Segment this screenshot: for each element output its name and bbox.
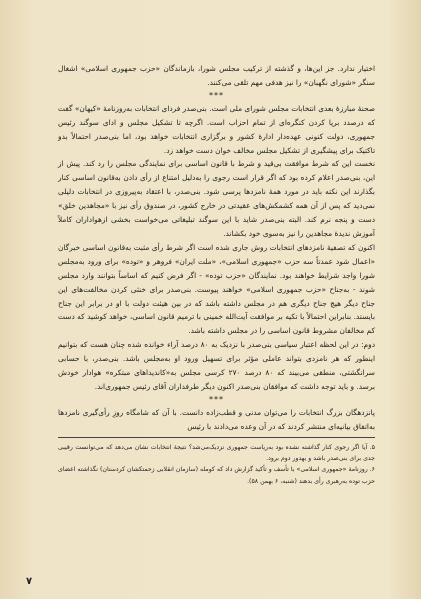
paragraph: اکنون که تصفیهٔ نامزدهای انتخابات روش جاری شده است اگر شرط رأی مثبت به‌قانون اساسی خبرگان «اعمال شود عمدتاً سه حزب «جمهوری اسلامی»، «ملت ایران» فروهر و «توده» برای ورود به‌مجلس شورا واجد شرایط خواهند بود. نمایندگان «حزب توده» - اگر فرض کنیم که اساساً بتوانند وارد مجلس شوند - به‌جناح «حزب جمهوری اسلامی» خواهند پیوست. بنی‌صدر برای خنثی کردن مخالفت‌های این جناح دیگر هیچ جناح دیگری هم در مجلس داشته باشد که در بین هیئت دولت با او در برابر این جناح بایستد. بنابراین احتمالاً با تکیه بر موافقت آیت‌الله خمینی با ترمیم قانون اساسی، خواهد کوشید که دست کم مخالفان مشروط قانون اساسی را در مجلس داشته باشد.	[58, 242, 375, 336]
footnote: ۵. آیا اگر رجوی کنار گذاشته نشده بود به‌ریاست جمهوری نزدیک‌می‌شد؟ نتیجهٔ انتخابات نشان می‌دهد که می‌توانست رقیبی جدی برای بنی‌صدر باشد و بهدور دوم برود.	[58, 443, 375, 462]
paragraph: دوم: در این لحظه اعتبار سیاسی بنی‌صدر با نزدیک به ۸۰ درصد آراء خوانده شده چنان هست که بتوانیم اینطور که هر نامزدی بتواند عاملی مؤثر برای تسهیل ورود او به‌مجلس باشد. بنی‌صدر، با حسابی سرانگشتی، منطقی می‌بیند که ۸۰ درصد ۲۷۰ کرسی مجلس به‌«کاندیداهای مبتکره» هوادار خودش برسد. و باید توجه داشت که موافقان بنی‌صدر اکنون دیگر طرفداران آقای رئیس جمهوری‌اند.	[58, 340, 376, 391]
footnote-divider	[58, 437, 375, 438]
paragraph: نخست این که شرط موافقت بی‌قید و شرط با قانون اساسی برای نمایندگی مجلس را رد کند. پیش از این، بنی‌صدر اعلام کرده بود که اگر قرار است رجوی را به‌دلیل امتناع از رأی دادن به‌قانون اساسی کنار بگذارند این نکته باید در مورد همهٔ نامزدها پرسی شود. بنی‌صدر، با اعتقاد به‌پیروزی در انتخابات دلیلی نمی‌دید که پس از آن همه کشمکش‌های عقیدتی در خارج کشور، در صندوق رأی نیز با «مجاهدین خلق» دست و پنجه نرم کند. البته بنی‌صدر شاید با این سوگند تبلیغاتی می‌خواست بخشی ازهواداران کاملاً آموزش ندیدهٔ مجاهدین را نیز به‌سوی خود بکشاند.	[58, 159, 375, 238]
page-number: ۷	[26, 576, 33, 587]
paragraph: پانزدهگان بزرگ انتخابات را می‌توان مدنی و قطب‌زاده دانست. با آن که شامگاه روزِ رأی‌گیری نامزدها به‌اتفاق بیانیه‌ای منتشر کردند که در آن وعده می‌دادند با رئیس	[58, 407, 375, 431]
section-separator: ***	[209, 394, 224, 404]
paragraph: اختیار ندارد. جز این‌ها، و گذشته از ترکیب مجلس شورا، بازماندگان «حزب جمهوری اسلامی» اشغال سنگر «شورای نگهبان» را نیز هدفی مهم تلقی می‌کنند.	[58, 64, 375, 87]
footnote: ۶. روزنامهٔ «جمهوری اسلامی» با تأسف و تأکید گزارش داد که کومله (سازمان انقلابی زحمتکشان کردستان) نگذاشته اعضای حزب توده به‌رهبری رأی بدهند (شنبه، ۶ بهمن ۵۸).	[58, 466, 375, 485]
section-separator: ***	[209, 90, 224, 100]
paragraph: صحنهٔ مبارزهٔ بعدی انتخابات مجلس شورای ملی است. بنی‌صدر فردای انتخابات به‌روزنامهٔ «کیهان» گفت که درصدد برپا کردن کنگره‌ای از تمام احزاب است. اگرچه تا تشکیل مجلس و ادای سوگند رئیس جمهوری، دولت کنونی عهده‌دار ادارهٔ کشور و برگزاری انتخابات خواهد بود، اما بنی‌صدر احتمالاً بدو تاکتیک برای پیشگیری از تشکیل مجلس مخالف خوان دست خواهد زد.	[58, 103, 375, 155]
